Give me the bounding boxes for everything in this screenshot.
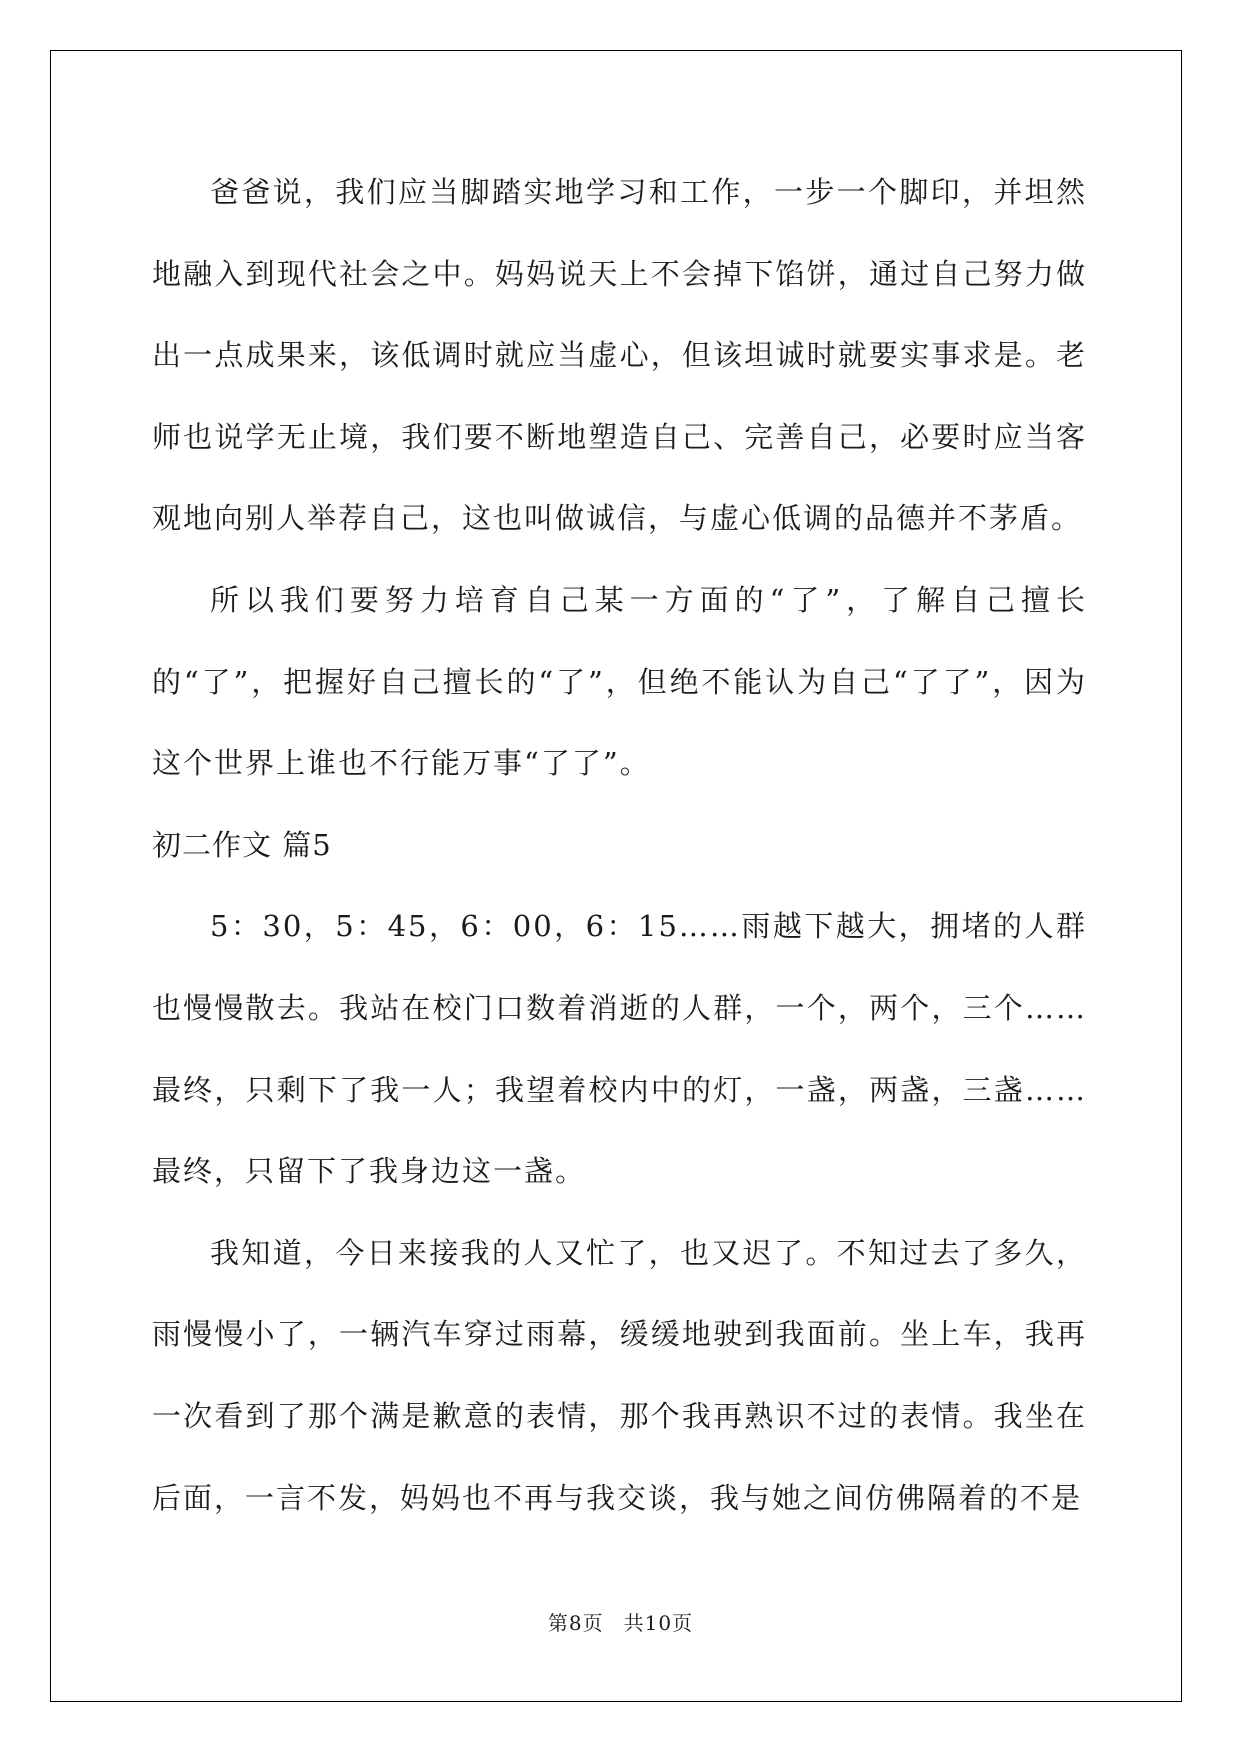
page-number: 第8页 <box>547 1611 604 1635</box>
paragraph: 5：30，5：45，6：00，6：15……雨越下越大，拥堵的人群也慢慢散去。我站在校门口数着消逝的人群，一个，两个，三个……最终，只剩下了我一人；我望着校内中的灯，一盏，两盏，三盏……最终，只留下了我身边这一盏。 <box>152 909 1087 1189</box>
page-footer <box>0 1609 1241 1637</box>
page-total: 共10页 <box>623 1611 694 1635</box>
paragraph: 爸爸说，我们应当脚踏实地学习和工作，一步一个脚印，并坦然地融入到现代社会之中。妈妈说天上不会掉下馅饼，通过自己努力做出一点成果来，该低调时就应当虚心，但该坦诚时就要实事求是。老师也说学无止境，我们要不断地塑造自己、完善自己，必要时应当客观地向别人举荐自己，这也叫做诚信，与虚心低调的品德并不茅盾。 <box>152 175 1087 536</box>
document-body <box>152 152 1087 1539</box>
section-heading: 初二作文 篇5 <box>152 827 332 862</box>
paragraph: 我知道，今日来接我的人又忙了，也又迟了。不知过去了多久，雨慢慢小了，一辆汽车穿过雨幕，缓缓地驶到我面前。坐上车，我再一次看到了那个满是歉意的表情，那个我再熟识不过的表情。我坐在后面，一言不发，妈妈也不再与我交谈，我与她之间仿佛隔着的不是 <box>152 1235 1087 1515</box>
paragraph: 所以我们要努力培育自己某一方面的“了”，了解自己擅长的“了”，把握好自己擅长的“了”，但绝不能认为自己“了了”，因为这个世界上谁也不行能万事“了了”。 <box>152 582 1087 781</box>
